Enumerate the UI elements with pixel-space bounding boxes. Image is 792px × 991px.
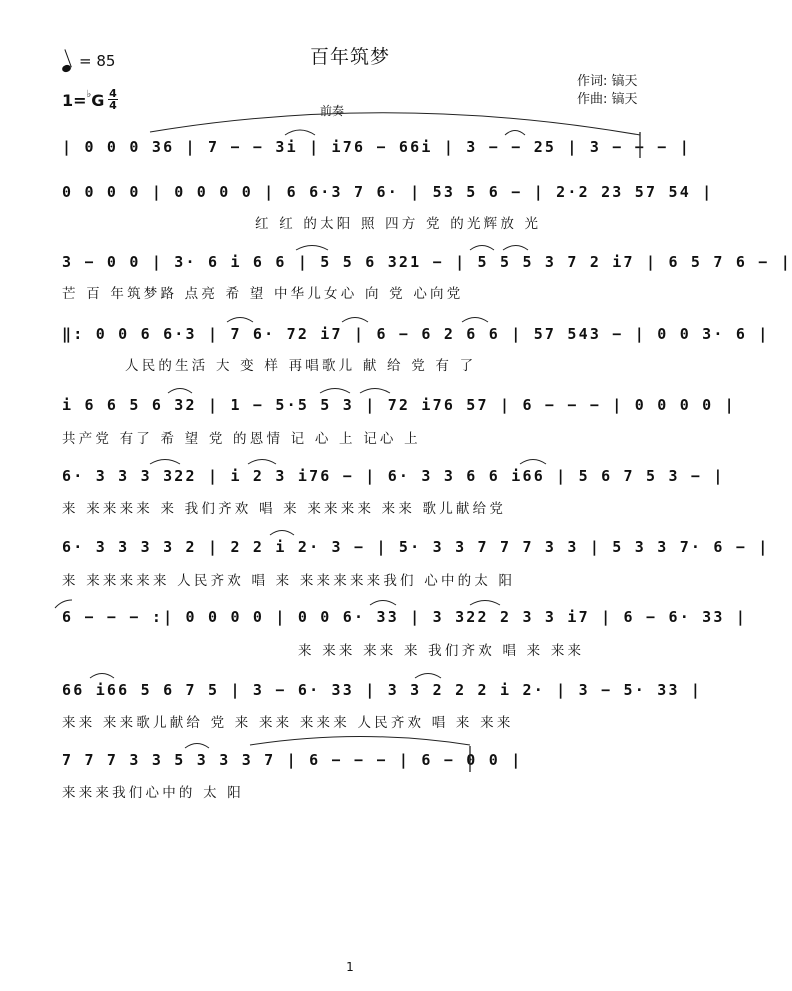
- meter-bottom: 4: [109, 99, 117, 112]
- key-letter: G: [91, 91, 105, 110]
- tie-1: [285, 130, 315, 135]
- tie-13: [248, 460, 276, 465]
- tie-19: [415, 674, 441, 679]
- tie-7: [342, 318, 368, 323]
- score-line-8: 6 − − − :| 0 0 0 0 | 0 0 6· 33 | 3 322 2 3 3 i7 | 6 − 6· 33 |: [62, 608, 748, 626]
- tie-14: [520, 460, 546, 465]
- tie-9: [168, 389, 192, 394]
- lyric-line-2: 红 红 的太阳 照 四方 党 的光辉放 光: [255, 216, 542, 232]
- page-number: 1: [346, 960, 354, 974]
- song-title: 百年筑梦: [309, 46, 390, 68]
- score-line-7: 6· 3 3 3 3 2 | 2 2 i 2· 3 − | 5· 3 3 7 7 7 3 3 | 5 3 3 7· 6 − |: [62, 538, 770, 556]
- score-line-5: i 6 6 5 6 32 | 1 − 5·5 5 3 | 72 i76 57 | 6 − − − | 0 0 0 0 |: [62, 396, 736, 414]
- tie-6: [227, 318, 253, 323]
- lyric-line-6: 来 来来来来 来 我们齐欢 唱 来 来来来来 来来 歌儿献给党: [62, 501, 507, 517]
- final-slur: [250, 737, 470, 746]
- score-line-2: 0 0 0 0 | 0 0 0 0 | 6 6·3 7 6· | 53 5 6 − | 2·2 23 57 54 |: [62, 183, 714, 201]
- tie-3: [296, 246, 328, 251]
- tie-4: [470, 246, 494, 251]
- score-line-3: 3 − 0 0 | 3· 6 i 6 6 | 5 5 6 321 − | 5 5 5 3 7 2 i7 | 6 5 7 6 − |: [62, 253, 792, 271]
- meter-top: 4: [109, 87, 117, 100]
- tie-8: [462, 318, 488, 323]
- tie-11: [360, 389, 390, 394]
- lyric-line-3: 芒 百 年筑梦路 点亮 希 望 中华儿女心 向 党 心向党: [62, 286, 464, 302]
- score-line-1: | 0 0 0 36 | 7 − − 3i | i76 − 66i | 3 − − 25 | 3 − − − |: [62, 138, 691, 156]
- lyricist-credit: 作词: 镐天: [577, 74, 638, 89]
- score-line-9: 66 i66 5 6 7 5 | 3 − 6· 33 | 3 3 2 2 2 i 2· | 3 − 5· 33 |: [62, 681, 703, 699]
- prelude-label: 前奏: [320, 104, 345, 118]
- tie-2: [505, 131, 525, 136]
- lyric-line-7: 来 来来来来来 人民齐欢 唱 来 来来来来来我们 心中的太 阳: [62, 573, 516, 589]
- tempo-value: = 85: [79, 52, 116, 70]
- tie-15: [270, 531, 294, 536]
- tie-16: [370, 601, 396, 606]
- lyric-line-10: 来来来我们心中的 太 阳: [62, 785, 244, 801]
- flat-sign: ♭: [86, 88, 92, 100]
- lyric-line-5: 共产党 有了 希 望 党 的恩情 记 心 上 记心 上: [62, 431, 421, 447]
- tie-5: [503, 246, 528, 251]
- tie-10: [320, 389, 350, 394]
- key-prefix: 1=: [62, 91, 87, 110]
- prelude-slur: [150, 113, 640, 135]
- lyric-line-8: 来 来来 来来 来 我们齐欢 唱 来 来来: [298, 643, 585, 659]
- composer-credit: 作曲: 镐天: [577, 92, 638, 107]
- score-line-4: ‖: 0 0 6 6·3 | 7 6· 72 i7 | 6 − 6 2 6 6 | 57 543 − | 0 0 3· 6 |: [62, 325, 770, 343]
- tie-20: [185, 744, 209, 749]
- tie-18: [90, 674, 114, 679]
- tie-17: [470, 601, 500, 606]
- lyric-line-4: 人民的生活 大 变 样 再唱歌儿 献 给 党 有 了: [125, 358, 477, 374]
- score-line-6: 6· 3 3 3 322 | i 2 3 i76 − | 6· 3 3 6 6 i66 | 5 6 7 5 3 − |: [62, 467, 725, 485]
- score-line-10: 7 7 7 3 3 5 3 3 3 7 | 6 − − − | 6 − 0 0 |: [62, 751, 523, 769]
- carry-slur: [55, 600, 72, 608]
- lyric-line-9: 来来 来来歌儿献给 党 来 来来 来来来 人民齐欢 唱 来 来来: [62, 715, 514, 731]
- tie-12: [150, 460, 180, 465]
